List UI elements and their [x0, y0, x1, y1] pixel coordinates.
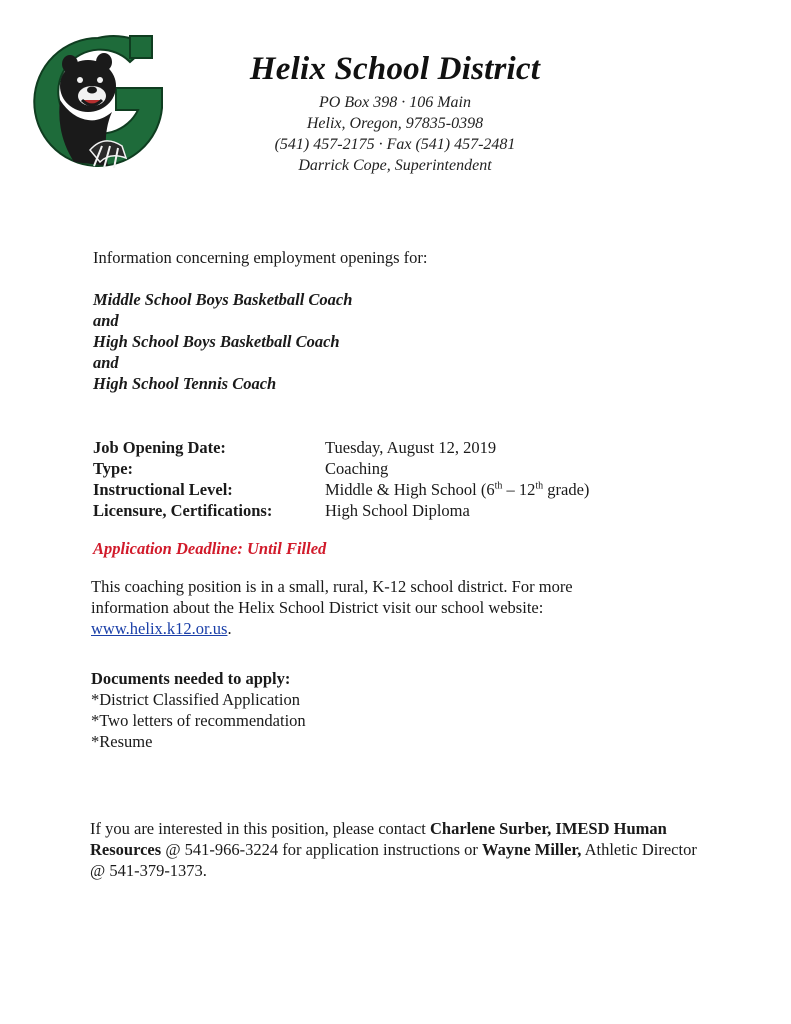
detail-value	[325, 479, 589, 500]
contact-name-ad: Wayne Miller,	[482, 840, 582, 859]
level-suffix: grade)	[543, 480, 590, 499]
detail-label: Instructional Level:	[93, 480, 233, 499]
level-mid: – 12	[502, 480, 536, 499]
position-connector: and	[93, 311, 119, 330]
letterhead	[200, 50, 590, 176]
district-name: Helix School District	[249, 51, 541, 87]
documents-heading: Documents needed to apply:	[91, 669, 291, 688]
documents-section	[91, 668, 306, 752]
contact-text: If you are interested in this position, please contact	[90, 819, 430, 838]
address-line: PO Box 398 · 106 Main	[319, 94, 471, 111]
about-paragraph	[91, 576, 651, 639]
position-connector: and	[93, 353, 119, 372]
position-item: Middle School Boys Basketball Coach	[93, 290, 353, 309]
detail-row-opening-date	[93, 437, 589, 458]
detail-value: Tuesday, August 12, 2019	[325, 438, 497, 457]
ordinal-suffix: th	[535, 480, 544, 492]
application-deadline: Application Deadline: Until Filled	[93, 539, 327, 558]
document-item: *Two letters of recommendation	[91, 711, 306, 730]
contact-paragraph	[90, 818, 710, 881]
contact-text: @ 541-966-3224 for application instructions or	[161, 840, 483, 859]
job-details	[93, 437, 589, 521]
bear-g-logo-icon	[30, 34, 166, 176]
detail-row-instructional-level	[93, 479, 589, 500]
detail-row-type	[93, 458, 589, 479]
contact-name-hr: Charlene Surber, IMESD Human Resources	[90, 819, 667, 859]
superintendent-line: Darrick Cope, Superintendent	[298, 157, 492, 174]
about-text: This coaching position is in a small, rural, K-12 school district. For more information about the Helix School District visit our school website:	[91, 577, 573, 617]
position-item: High School Boys Basketball Coach	[93, 332, 340, 351]
detail-value: Coaching	[325, 459, 389, 478]
website-link[interactable]: www.helix.k12.or.us	[91, 619, 228, 638]
about-period: .	[227, 619, 232, 638]
level-prefix: Middle & High School (6	[325, 480, 495, 499]
contact-text: Athletic Director @ 541-379-1373.	[90, 840, 697, 880]
ordinal-suffix: th	[494, 480, 503, 492]
document-item: *District Classified Application	[91, 690, 300, 709]
intro-text: Information concerning employment openings for:	[93, 248, 428, 267]
document-item: *Resume	[91, 732, 153, 751]
position-item: High School Tennis Coach	[93, 374, 277, 393]
detail-label: Type:	[93, 459, 134, 478]
detail-row-licensure	[93, 500, 589, 521]
detail-label: Job Opening Date:	[93, 438, 226, 457]
positions-list	[93, 289, 352, 394]
address-line: Helix, Oregon, 97835-0398	[306, 115, 484, 132]
detail-label: Licensure, Certifications:	[93, 501, 273, 520]
detail-value: High School Diploma	[325, 501, 470, 520]
phone-fax-line: (541) 457-2175 · Fax (541) 457-2481	[274, 136, 516, 153]
